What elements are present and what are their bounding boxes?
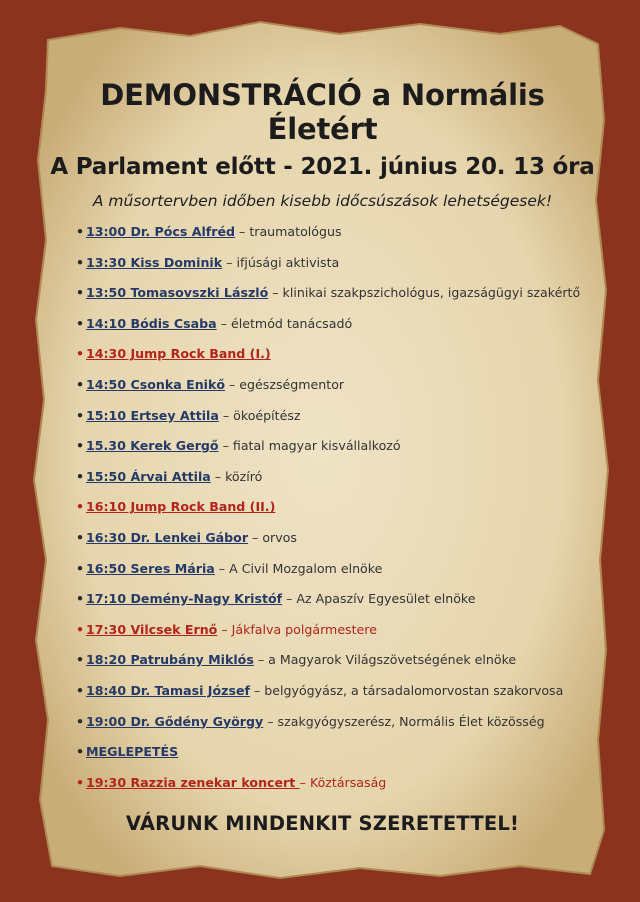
schedule-item [76, 377, 595, 408]
schedule-item-desc: – belgyógyász, a társadalomorvostan szakorvosa [249, 682, 564, 698]
bullet-icon: • [76, 774, 85, 790]
schedule-item-desc: – ökoépítész [218, 407, 301, 423]
schedule-item [76, 469, 595, 500]
schedule-item [76, 530, 595, 561]
schedule-item-name: 16:50 Seres Mária [86, 560, 215, 576]
schedule-item-name: MEGLEPETÉS [86, 744, 179, 760]
schedule-item [76, 652, 595, 683]
schedule-item-name: 14:50 Csonka Enikő [86, 376, 225, 392]
schedule-item-desc: – traumatológus [235, 224, 342, 239]
schedule-item [76, 561, 595, 592]
page-subtitle: A Parlament előtt - 2021. június 20. 13 óra [50, 154, 595, 180]
bullet-icon: • [76, 376, 85, 392]
schedule-item-desc: – orvos [248, 529, 297, 545]
schedule-item-desc: – szakgyógyszerész, Normális Élet közösség [263, 713, 545, 729]
schedule-item-name: 15.30 Kerek Gergő [86, 438, 219, 454]
schedule-item [76, 285, 595, 316]
schedule-item-desc: – Jákfalva polgármestere [217, 621, 377, 637]
schedule-item-name: 19:30 Razzia zenekar koncert [86, 774, 300, 790]
schedule-item-desc: – ifjúsági aktivista [222, 254, 340, 270]
bullet-icon: • [76, 682, 85, 698]
schedule-item [76, 775, 595, 806]
schedule-list [50, 224, 595, 805]
bullet-icon: • [76, 591, 85, 607]
poster-content [50, 78, 595, 805]
schedule-item-name: 18:20 Patrubány Miklós [86, 652, 254, 668]
schedule-item-desc: – Az Apaszív Egyesület elnöke [282, 591, 476, 607]
bullet-icon: • [76, 346, 85, 362]
schedule-item [76, 744, 595, 775]
page-title: DEMONSTRÁCIÓ a Normális Életért [100, 78, 545, 146]
schedule-item [76, 255, 595, 286]
schedule-item-desc: – Köztársaság [299, 774, 387, 790]
schedule-item-desc: – egészségmentor [225, 376, 345, 392]
schedule-item [76, 622, 595, 653]
schedule-item [76, 438, 595, 469]
bullet-icon: • [76, 315, 85, 331]
bullet-icon: • [76, 560, 85, 576]
closing-message: VÁRUNK MINDENKIT SZERETETTEL! [125, 812, 520, 835]
schedule-item-name: 18:40 Dr. Tamasi József [86, 682, 250, 698]
schedule-item-desc: – fiatal magyar kisvállalkozó [218, 438, 401, 454]
schedule-item [76, 499, 595, 530]
bullet-icon: • [76, 254, 85, 270]
bullet-icon: • [76, 407, 85, 423]
schedule-item-name: 15:50 Árvai Attila [86, 468, 211, 484]
bullet-icon: • [76, 438, 85, 454]
schedule-item-desc: – közíró [210, 468, 263, 484]
schedule-item-desc: – életmód tanácsadó [216, 315, 353, 331]
schedule-item-name: 15:10 Ertsey Attila [86, 407, 219, 423]
bullet-icon: • [76, 744, 85, 760]
schedule-item-name: 14:30 Jump Rock Band (I.) [86, 346, 271, 362]
schedule-item-name: 13:50 Tomasovszki László [86, 285, 269, 301]
schedule-item-desc: – klinikai szakpszichológus, igazságügyi szakértő [268, 285, 581, 301]
bullet-icon: • [76, 713, 85, 729]
bullet-icon: • [76, 224, 85, 239]
schedule-item-name: 14:10 Bódis Csaba [86, 315, 217, 331]
schedule-item [76, 714, 595, 745]
bullet-icon: • [76, 621, 85, 637]
schedule-item-name: 17:30 Vilcsek Ernő [86, 621, 218, 637]
schedule-note: A műsortervben időben kisebb időcsúszások lehetségesek! [92, 192, 553, 210]
schedule-item [76, 224, 595, 255]
schedule-item-name: 16:30 Dr. Lenkei Gábor [86, 529, 249, 545]
schedule-item-desc: – A Civil Mozgalom elnöke [214, 560, 383, 576]
schedule-item [76, 408, 595, 439]
bullet-icon: • [76, 529, 85, 545]
bullet-icon: • [76, 468, 85, 484]
bullet-icon: • [76, 285, 85, 301]
schedule-item [76, 346, 595, 377]
schedule-item [76, 316, 595, 347]
schedule-item [76, 683, 595, 714]
bullet-icon: • [76, 499, 85, 515]
schedule-item-name: 13:30 Kiss Dominik [86, 254, 223, 270]
schedule-item-name: 19:00 Dr. Gődény György [86, 713, 264, 729]
bullet-icon: • [76, 652, 85, 668]
schedule-item-name: 17:10 Demény-Nagy Kristóf [86, 591, 283, 607]
schedule-item [76, 591, 595, 622]
schedule-item-name: 16:10 Jump Rock Band (II.) [86, 499, 276, 515]
schedule-item-name: 13:00 Dr. Pócs Alfréd [86, 224, 236, 239]
schedule-item-desc: – a Magyarok Világszövetségének elnöke [253, 652, 517, 668]
